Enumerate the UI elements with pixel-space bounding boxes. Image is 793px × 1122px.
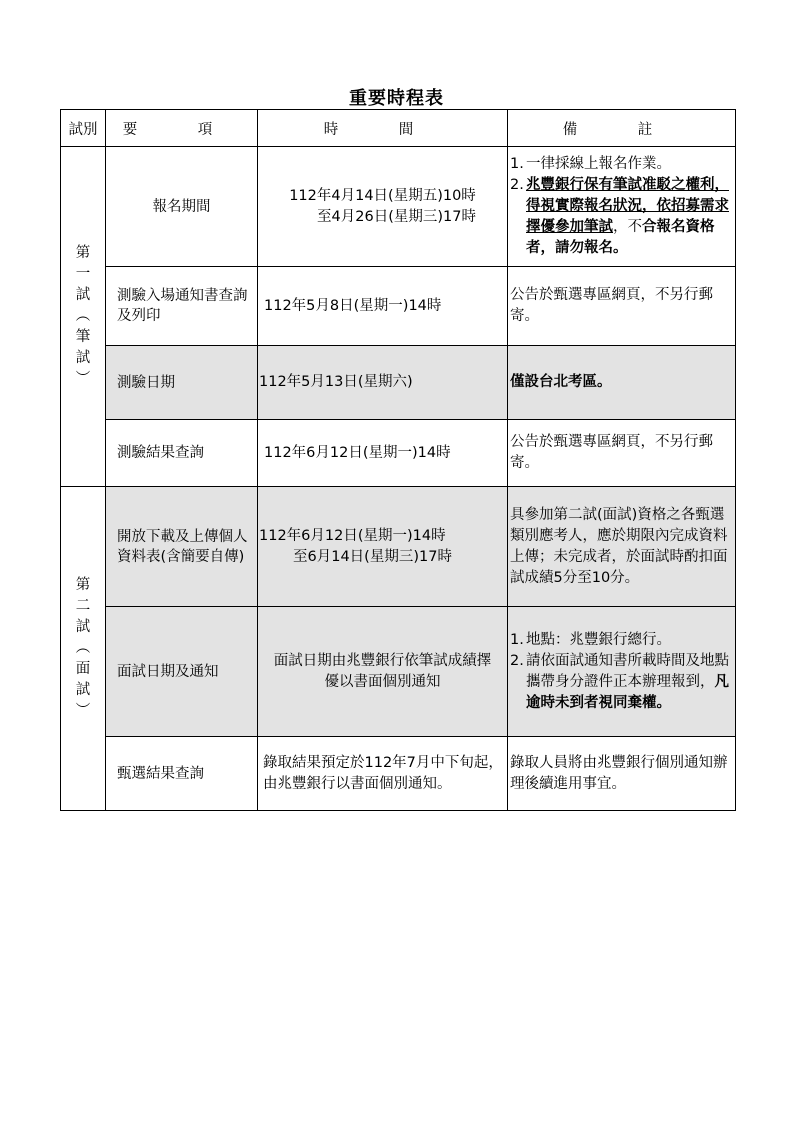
item-cell: 測驗入場通知書查詢及列印	[106, 267, 258, 346]
item-cell: 測驗日期	[106, 346, 258, 420]
header-stage: 試別	[61, 110, 106, 147]
stage2-label: 第 二 試 ︵ 面 試 ︶	[61, 487, 106, 811]
item-cell: 開放下載及上傳個人資料表(含簡要自傳)	[106, 487, 258, 607]
header-time: 時 間	[258, 110, 508, 147]
time-cell: 112年5月8日(星期一)14時	[258, 267, 508, 346]
page-title: 重要時程表	[349, 88, 444, 109]
header-note: 備 註	[508, 110, 736, 147]
schedule-table	[60, 109, 736, 811]
stage1-label: 第 一 試 ︵ 筆 試 ︶	[61, 147, 106, 487]
note-cell: 錄取人員將由兆豐銀行個別通知辦理後續進用事宜。	[508, 737, 736, 811]
table-row	[61, 607, 736, 737]
table-row	[61, 346, 736, 420]
time-cell: 112年6月12日(星期一)14時	[258, 420, 508, 487]
time-cell: 112年4月14日(星期五)10時 至4月26日(星期三)17時	[258, 147, 508, 267]
item-cell: 測驗結果查詢	[106, 420, 258, 487]
time-cell: 錄取結果預定於112年7月中下旬起，由兆豐銀行以書面個別通知。	[258, 737, 508, 811]
note-cell: 公告於甄選專區網頁，不另行郵寄。	[508, 267, 736, 346]
table-row	[61, 420, 736, 487]
item-cell: 甄選結果查詢	[106, 737, 258, 811]
table-row	[61, 267, 736, 346]
time-cell: 112年5月13日(星期六)	[258, 346, 508, 420]
note-cell: 1. 地點：兆豐銀行總行。 2. 請依面試通知書所載時間及地點攜帶身分證件正本辦理報到，凡逾時未到者視同棄權。	[508, 607, 736, 737]
table-row	[61, 487, 736, 607]
note-cell: 公告於甄選專區網頁，不另行郵寄。	[508, 420, 736, 487]
note-cell: 僅設台北考區。	[508, 346, 736, 420]
note-cell: 具參加第二試(面試)資格之各甄選類別應考人，應於期限內完成資料上傳；未完成者，於面試時酌扣面試成績5分至10分。	[508, 487, 736, 607]
table-row	[61, 737, 736, 811]
item-cell: 報名期間	[106, 147, 258, 267]
header-row	[61, 110, 736, 147]
table-row	[61, 147, 736, 267]
item-cell: 面試日期及通知	[106, 607, 258, 737]
time-cell: 112年6月12日(星期一)14時 至6月14日(星期三)17時	[258, 487, 508, 607]
time-cell: 面試日期由兆豐銀行依筆試成績擇優以書面個別通知	[258, 607, 508, 737]
note-cell: 1. 一律採線上報名作業。 2. 兆豐銀行保有筆試准駁之權利，得視實際報名狀況，依招募需求擇優參加筆試，不合報名資格者，請勿報名。	[508, 147, 736, 267]
header-item: 要 項	[106, 110, 258, 147]
